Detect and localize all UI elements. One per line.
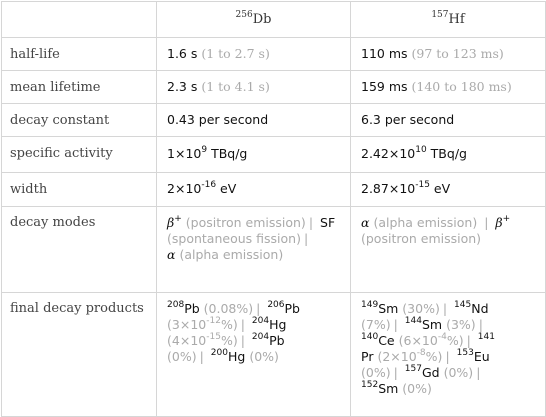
half-life-db: 1.6 s (1 to 2.7 s) — [157, 38, 351, 71]
final-decay-products-label: final decay products — [2, 293, 157, 417]
mean-lifetime-db: 2.3 s (1 to 4.1 s) — [157, 71, 351, 104]
header-db: $^{256}$Db — [157, 2, 351, 38]
row-mean-lifetime — [2, 71, 546, 104]
width-label: width — [2, 173, 157, 207]
decay-modes-db: β+ (positron emission) | SF (spontaneous fission) | α (alpha emission) — [157, 207, 351, 293]
decay-modes-label: decay modes — [2, 207, 157, 293]
final-decay-products-db: $^{208}$Pb (0.08%) | $^{206}$Pb $(3\times 10^{-12}\%)$ | $^{204}$Hg $(4\times 10^{-15}\%)$ | $^{204}$Pb (0%) | $^{200}$Hg (0%) — [157, 293, 351, 417]
specific-activity-db: $1\times 10^9$ TBq/g — [157, 137, 351, 173]
specific-activity-label: specific activity — [2, 137, 157, 173]
header-hf: $^{157}$Hf — [351, 2, 546, 38]
header-row — [2, 2, 546, 38]
row-decay-modes — [2, 207, 546, 293]
decay-constant-label: decay constant — [2, 104, 157, 137]
row-width — [2, 173, 546, 207]
row-specific-activity — [2, 137, 546, 173]
specific-activity-hf: $2.42\times 10^{10}$ TBq/g — [351, 137, 546, 173]
row-final-decay-products — [2, 293, 546, 417]
empty-corner-cell — [2, 2, 157, 38]
decay-constant-db: 0.43 per second — [157, 104, 351, 137]
final-decay-products-hf: $^{149}$Sm (30%) | $^{145}$Nd (7%) | $^{144}$Sm (3%) | $^{140}$Ce $(6\times 10^{-4}\%)$ | $^{141}$ Pr $(2\times 10^{-8}\%)$ | $^{153}$Eu (0%) | $^{157}$Gd (0%) | $^{152}$Sm (0%) — [351, 293, 546, 417]
mean-lifetime-label: mean lifetime — [2, 71, 157, 104]
half-life-hf: 110 ms (97 to 123 ms) — [351, 38, 546, 71]
comparison-table — [1, 1, 546, 417]
decay-constant-hf: 6.3 per second — [351, 104, 546, 137]
row-decay-constant — [2, 104, 546, 137]
row-half-life — [2, 38, 546, 71]
half-life-label: half-life — [2, 38, 157, 71]
width-db: $2\times 10^{-16}$ eV — [157, 173, 351, 207]
decay-modes-hf: α (alpha emission) | β+ (positron emission) — [351, 207, 546, 293]
width-hf: $2.87\times 10^{-15}$ eV — [351, 173, 546, 207]
mean-lifetime-hf: 159 ms (140 to 180 ms) — [351, 71, 546, 104]
